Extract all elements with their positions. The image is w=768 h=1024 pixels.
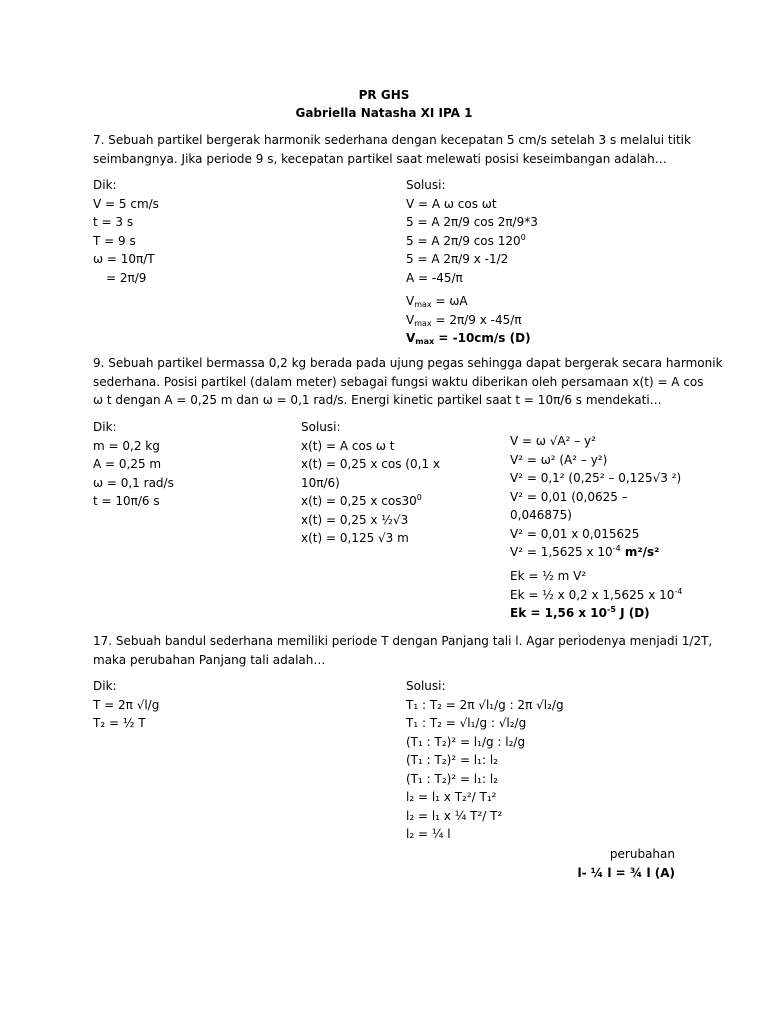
document-author: Gabriella Natasha XI IPA 1 [295, 106, 473, 120]
q9-solusi: Solusi: x(t) = A cos ω t x(t) = 0,25 x cos (0,1 x 10π/6) x(t) = 0,25 x $\cos 30^0$ x(t) = 0,25 x ½√3 x(t) = 0,125 √3 m [301, 420, 440, 545]
q9-velocity: V = ω √A² – y² V² = ω² (A² – y²) V² = 0,1² (0,25² – 0,125√3 ²) V² = 0,01 (0,0625 – 0,046875) V² = 0,01 x 0,015625 V² = 1,5625 x $10^{-4}$ m²/s² [510, 434, 682, 559]
question-7: 7. Sebuah partikel bergerak harmonik sederhana dengan kecepatan 5 cm/s setelah 3 s melalui titik seimbangnya. Jika periode 9 s, kecepatan partikel saat melewati posisi keseimbangan adalah… [93, 133, 691, 166]
q17-dik: Dik: T = 2π √l/g T₂ = ½ T [93, 679, 160, 730]
dik-label: Dik: [93, 420, 117, 434]
question-17: 17. Sebuah bandul sederhana memiliki periode T dengan Panjang tali l. Agar periodenya menjadi 1/2T, maka perubahan Panjang tali adalah… [93, 634, 713, 667]
question-9: 9. Sebuah partikel bermassa 0,2 kg berada pada ujung pegas sehingga dapat bergerak secara harmonik sederhana. Posisi partikel (dalam meter) sebagai fungsi waktu diberikan oleh persamaan x(t) = A cos ω t dengan A = 0,25 m dan ω = 0,1 rad/s. Energi kinetic partikel saat t = 10π/6 s mendekati… [93, 356, 723, 407]
q7-vmax: $V_{max} = \omega A$ $V_{max} = 2\pi/9$ x -45/π $V_{max} = -10cm/s$ (D) [406, 294, 531, 346]
q7-solusi: Solusi: V = A ω cos ωt 5 = A 2π/9 cos 2π/9*3 5 = A 2π/9 $\cos 120^0$ 5 = A 2π/9 x -1/2 A = -45/π [406, 178, 538, 285]
q9-dik: Dik: m = 0,2 kg A = 0,25 m ω = 0,1 rad/s t = 10π/6 s [93, 420, 174, 508]
q7-dik: Dik: V = 5 cm/s t = 3 s T = 9 s ω = 10π/T = 2π/9 [93, 178, 159, 285]
solusi-label: Solusi: [406, 178, 446, 192]
dik-label: Dik: [93, 178, 117, 192]
solusi-label: Solusi: [301, 420, 341, 434]
solusi-label: Solusi: [406, 679, 446, 693]
q9-answer: Ek = 1,56 x $10^{-5}$ J (D) [510, 605, 650, 620]
dik-label: Dik: [93, 679, 117, 693]
q17-answer: l- ¼ l = ¾ l (A) [577, 865, 675, 880]
q17-conclusion: perubahan l- ¼ l = ¾ l (A) [520, 845, 675, 882]
q17-solusi: Solusi: T₁ : T₂ = 2π √l₁/g : 2π √l₂/g T₁ : T₂ = √l₁/g : √l₂/g (T₁ : T₂)² = l₁/g : l₂/g (T₁ : T₂)² = l₁: l₂ (T₁ : T₂)² = l₁: l₂ l₂ = l₁ x T₂²/ T₁² l₂ = l₁ x ¼ T²/ T² l₂ = ¼ l [406, 679, 564, 841]
document-title: PR GHS [358, 88, 410, 102]
q7-answer: $V_{max} = -10cm/s$ (D) [406, 331, 531, 346]
q9-kinetic-energy: Ek = ½ m V² Ek = ½ x 0,2 x 1,5625 x $10^{-4}$ Ek = 1,56 x $10^{-5}$ J (D) [510, 567, 682, 623]
